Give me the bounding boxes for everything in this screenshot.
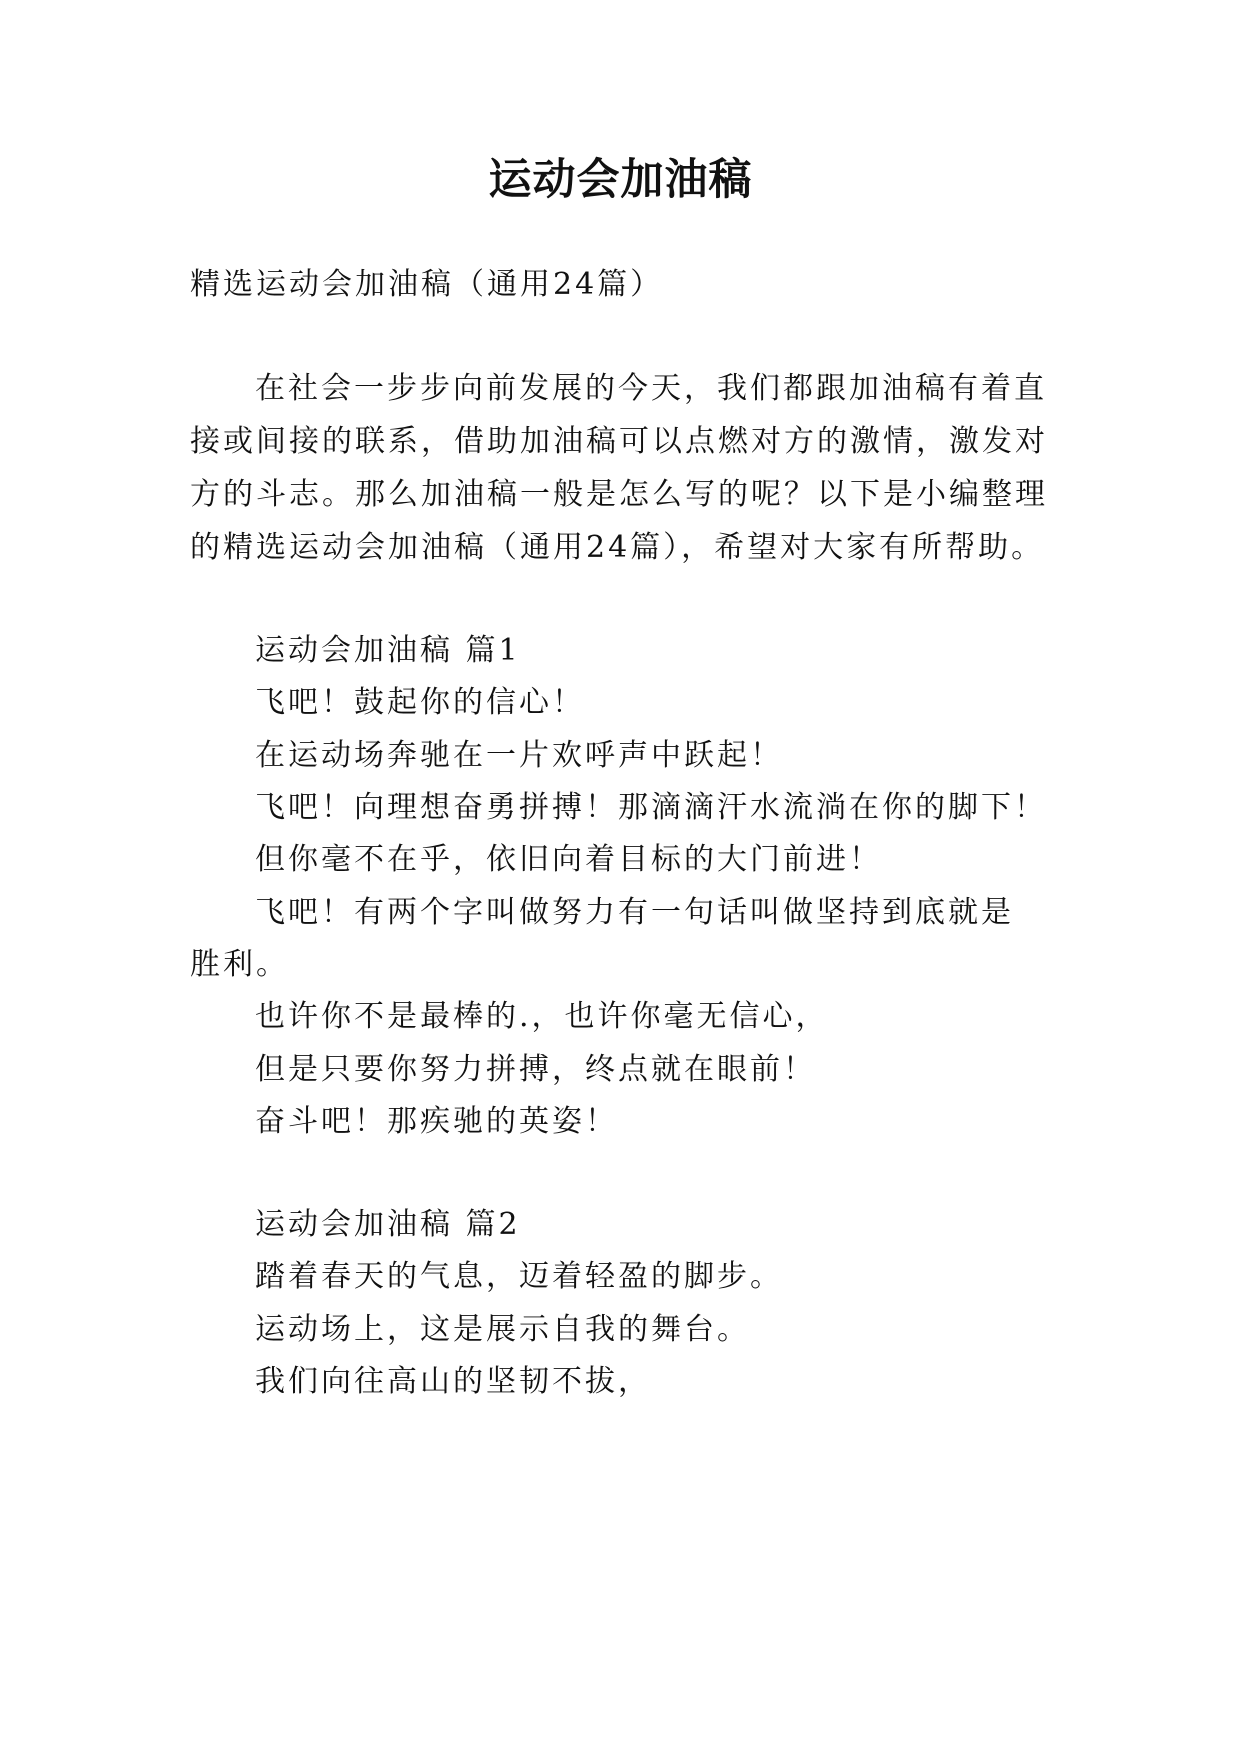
section-2-line: 我们向往高山的坚韧不拔， xyxy=(255,1364,651,1399)
section-1-line: 胜利。 xyxy=(190,947,289,982)
intro-line-3: 方的斗志。那么加油稿一般是怎么写的呢？以下是小编整理 xyxy=(190,477,1048,512)
section-2-heading: 运动会加油稿 篇2 xyxy=(255,1207,521,1242)
section-1-line: 飞吧！向理想奋勇拼搏！那滴滴汗水流淌在你的脚下！ xyxy=(255,790,1047,825)
section-1-line: 飞吧！鼓起你的信心！ xyxy=(255,685,585,720)
intro-line-1: 在社会一步步向前发展的今天，我们都跟加油稿有着直 xyxy=(255,371,1047,406)
section-1-line: 也许你不是最棒的.，也许你毫无信心， xyxy=(255,999,829,1034)
section-2-line: 踏着春天的气息，迈着轻盈的脚步。 xyxy=(255,1259,783,1294)
document-title: 运动会加油稿 xyxy=(488,155,753,205)
section-1-line: 奋斗吧！那疾驰的英姿！ xyxy=(255,1104,618,1139)
section-1-line: 但你毫不在乎，依旧向着目标的大门前进！ xyxy=(255,842,882,877)
section-1-heading: 运动会加油稿 篇1 xyxy=(255,633,521,668)
section-1-line: 在运动场奔驰在一片欢呼声中跃起！ xyxy=(255,738,783,773)
section-1-line: 但是只要你努力拼搏，终点就在眼前！ xyxy=(255,1052,816,1087)
section-2-line: 运动场上，这是展示自我的舞台。 xyxy=(255,1312,750,1347)
section-1-line: 飞吧！有两个字叫做努力有一句话叫做坚持到底就是 xyxy=(255,895,1014,930)
intro-line-2: 接或间接的联系，借助加油稿可以点燃对方的激情，激发对 xyxy=(190,424,1048,459)
intro-line-4: 的精选运动会加油稿（通用24篇），希望对大家有所帮助。 xyxy=(190,530,1045,565)
document-subtitle: 精选运动会加油稿（通用24篇） xyxy=(190,267,664,302)
